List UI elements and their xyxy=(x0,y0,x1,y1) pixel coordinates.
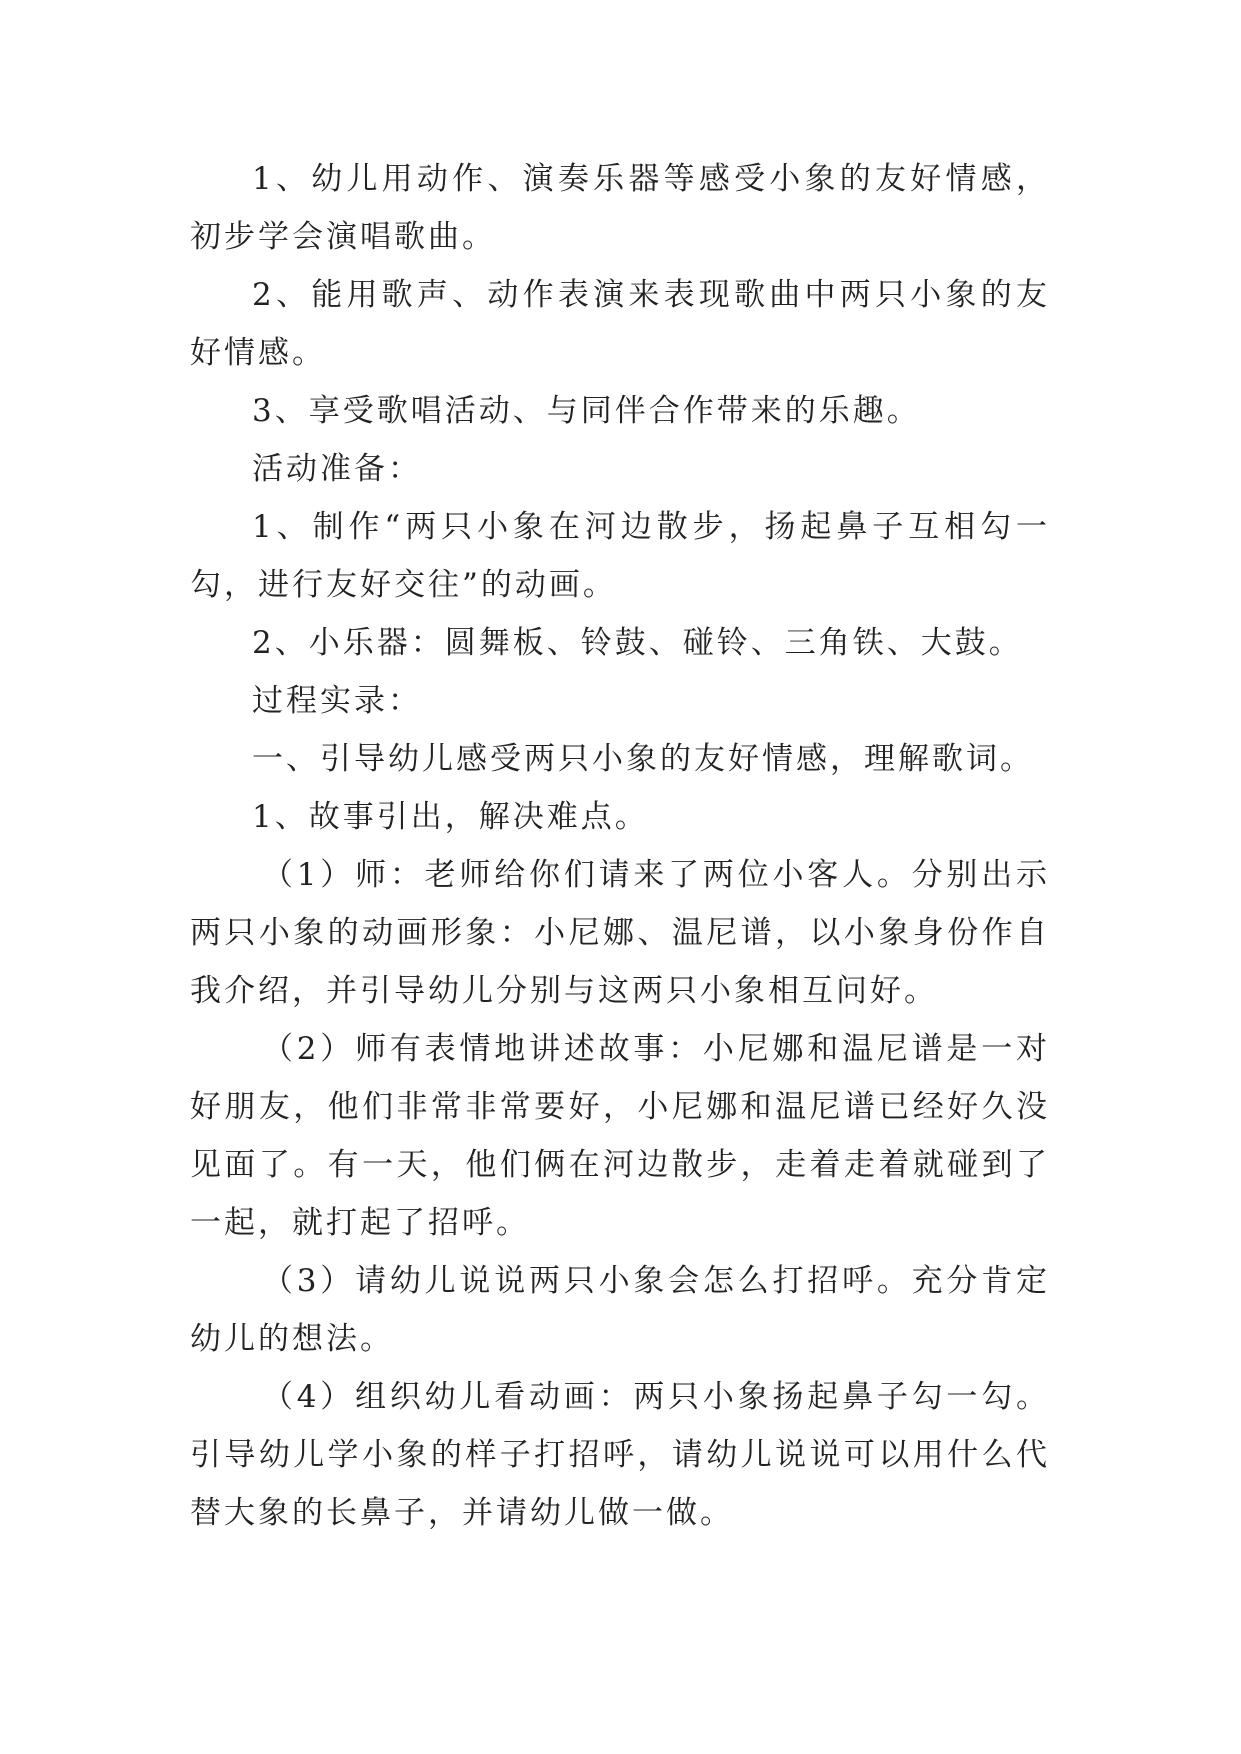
process-substep-heading: 1、故事引出，解决难点。 xyxy=(252,799,649,835)
process-item-4: （4）组织幼儿看动画：两只小象扬起鼻子勾一勾。引导幼儿学小象的样子打招呼，请幼儿说说可以用什么代替大象的长鼻子，并请幼儿做一做。 xyxy=(190,1379,1050,1531)
section-heading-process: 过程实录： xyxy=(252,683,422,719)
process-item-2: （2）师有表情地讲述故事：小尼娜和温尼谱是一对好朋友，他们非常非常要好，小尼娜和温尼谱已经好久没见面了。有一天，他们俩在河边散步，走着走着就碰到了一起，就打起了招呼。 xyxy=(190,1031,1050,1241)
process-item-3: （3）请幼儿说说两只小象会怎么打招呼。充分肯定幼儿的想法。 xyxy=(190,1263,1050,1357)
goal-paragraph-2: 2、能用歌声、动作表演来表现歌曲中两只小象的友好情感。 xyxy=(190,277,1050,371)
preparation-paragraph-1: 1、制作“两只小象在河边散步，扬起鼻子互相勾一勾，进行友好交往”的动画。 xyxy=(190,509,1050,603)
section-heading-preparation: 活动准备： xyxy=(252,451,422,487)
goal-paragraph-3: 3、享受歌唱活动、与同伴合作带来的乐趣。 xyxy=(252,393,921,429)
process-item-1: （1）师：老师给你们请来了两位小客人。分别出示两只小象的动画形象：小尼娜、温尼谱，以小象身份作自我介绍，并引导幼儿分别与这两只小象相互问好。 xyxy=(190,857,1050,1009)
process-step-heading: 一、引导幼儿感受两只小象的友好情感，理解歌词。 xyxy=(252,741,1034,777)
document-body xyxy=(190,150,1050,1542)
preparation-paragraph-2: 2、小乐器：圆舞板、铃鼓、碰铃、三角铁、大鼓。 xyxy=(252,625,1023,661)
goal-paragraph-1: 1、幼儿用动作、演奏乐器等感受小象的友好情感，初步学会演唱歌曲。 xyxy=(190,161,1050,255)
